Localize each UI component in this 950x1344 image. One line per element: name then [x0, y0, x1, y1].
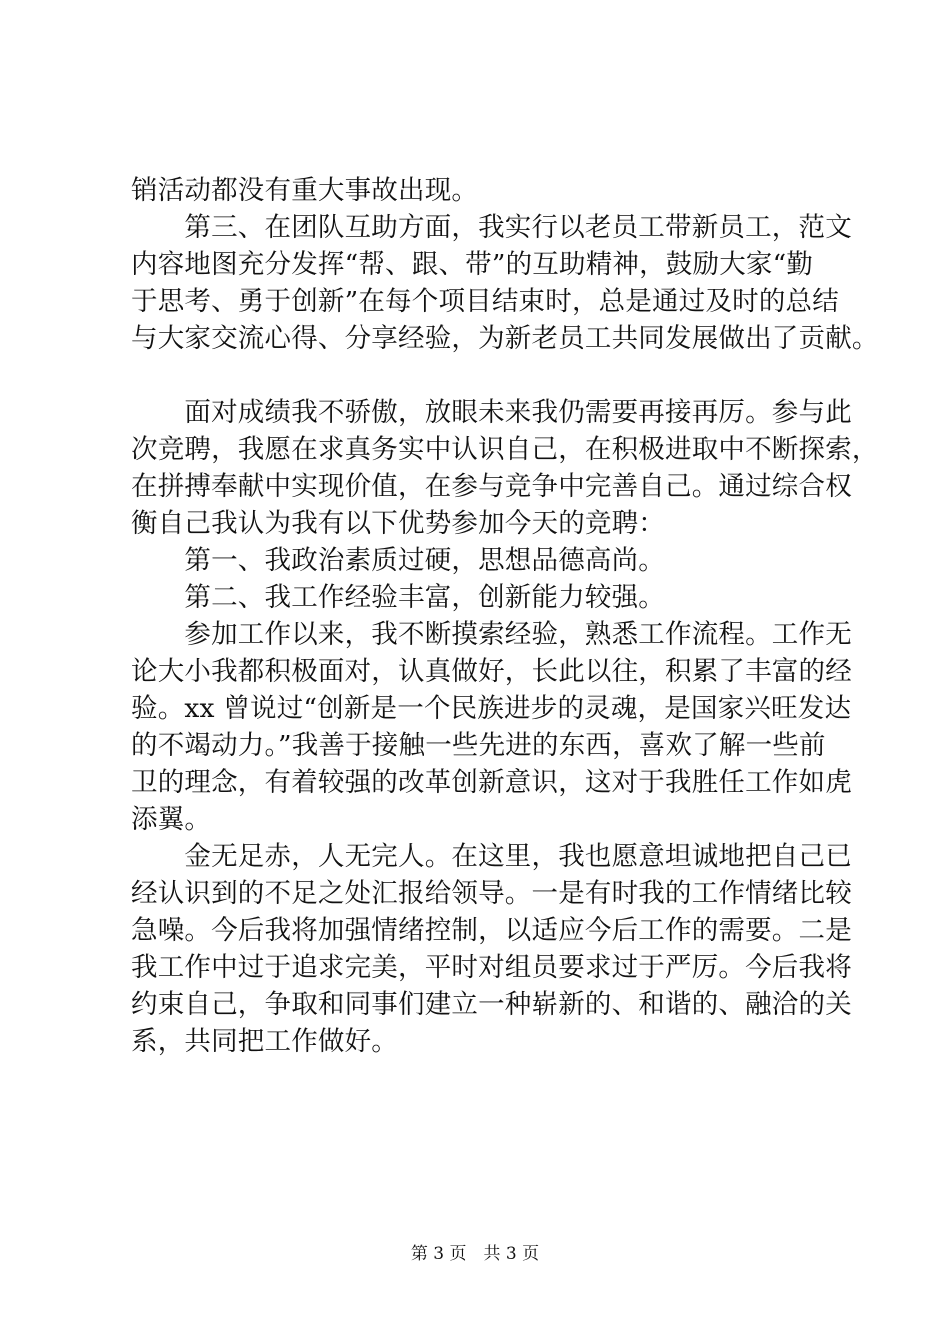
text-line: 内容地图充分发挥“帮、跟、带”的互助精神，鼓励大家“勤	[131, 249, 814, 280]
text-line: 销活动都没有重大事故出现。	[131, 175, 479, 206]
text-line: 第二、我工作经验丰富，创新能力较强。	[131, 582, 665, 613]
text-line: 于思考、勇于创新”在每个项目结束时，总是通过及时的总结	[131, 286, 839, 317]
paragraph-gap	[131, 357, 861, 394]
text-line: 添翼。	[131, 804, 212, 835]
page-footer	[0, 1242, 950, 1266]
text-line: 的不竭动力。”我善于接触一些先进的东西，喜欢了解一些前	[131, 730, 826, 761]
text-line: 经认识到的不足之处汇报给领导。一是有时我的工作情绪比较	[131, 878, 852, 909]
text-line: 面对成绩我不骄傲，放眼未来我仍需要再接再厉。参与此	[131, 397, 852, 428]
text-line: 验。xx 曾说过“创新是一个民族进步的灵魂，是国家兴旺发达	[131, 693, 852, 724]
text-line: 参加工作以来，我不断摸索经验，熟悉工作流程。工作无	[131, 619, 852, 650]
text-line: 衡自己我认为我有以下优势参加今天的竞聘：	[131, 508, 665, 539]
text-line: 金无足赤，人无完人。在这里，我也愿意坦诚地把自己已	[131, 841, 852, 872]
body-text	[131, 172, 879, 1060]
text-line: 系，共同把工作做好。	[131, 1026, 398, 1057]
text-line: 在拼搏奉献中实现价值，在参与竞争中完善自己。通过综合权	[131, 471, 852, 502]
text-line: 急噪。今后我将加强情绪控制，以适应今后工作的需要。二是	[131, 915, 852, 946]
text-line: 第三、在团队互助方面，我实行以老员工带新员工，范文	[131, 212, 852, 243]
text-line: 卫的理念，有着较强的改革创新意识，这对于我胜任工作如虎	[131, 767, 852, 798]
page-number: 第 3 页 共 3 页	[410, 1244, 540, 1264]
text-line: 第一、我政治素质过硬，思想品德高尚。	[131, 545, 665, 576]
text-line: 我工作中过于追求完美，平时对组员要求过于严厉。今后我将	[131, 952, 852, 983]
text-line: 约束自己，争取和同事们建立一种崭新的、和谐的、融洽的关	[131, 989, 852, 1020]
text-line: 次竞聘，我愿在求真务实中认识自己，在积极进取中不断探索，	[131, 434, 879, 465]
text-line: 论大小我都积极面对，认真做好，长此以往，积累了丰富的经	[131, 656, 852, 687]
text-line: 与大家交流心得、分享经验，为新老员工共同发展做出了贡献。	[131, 323, 879, 354]
